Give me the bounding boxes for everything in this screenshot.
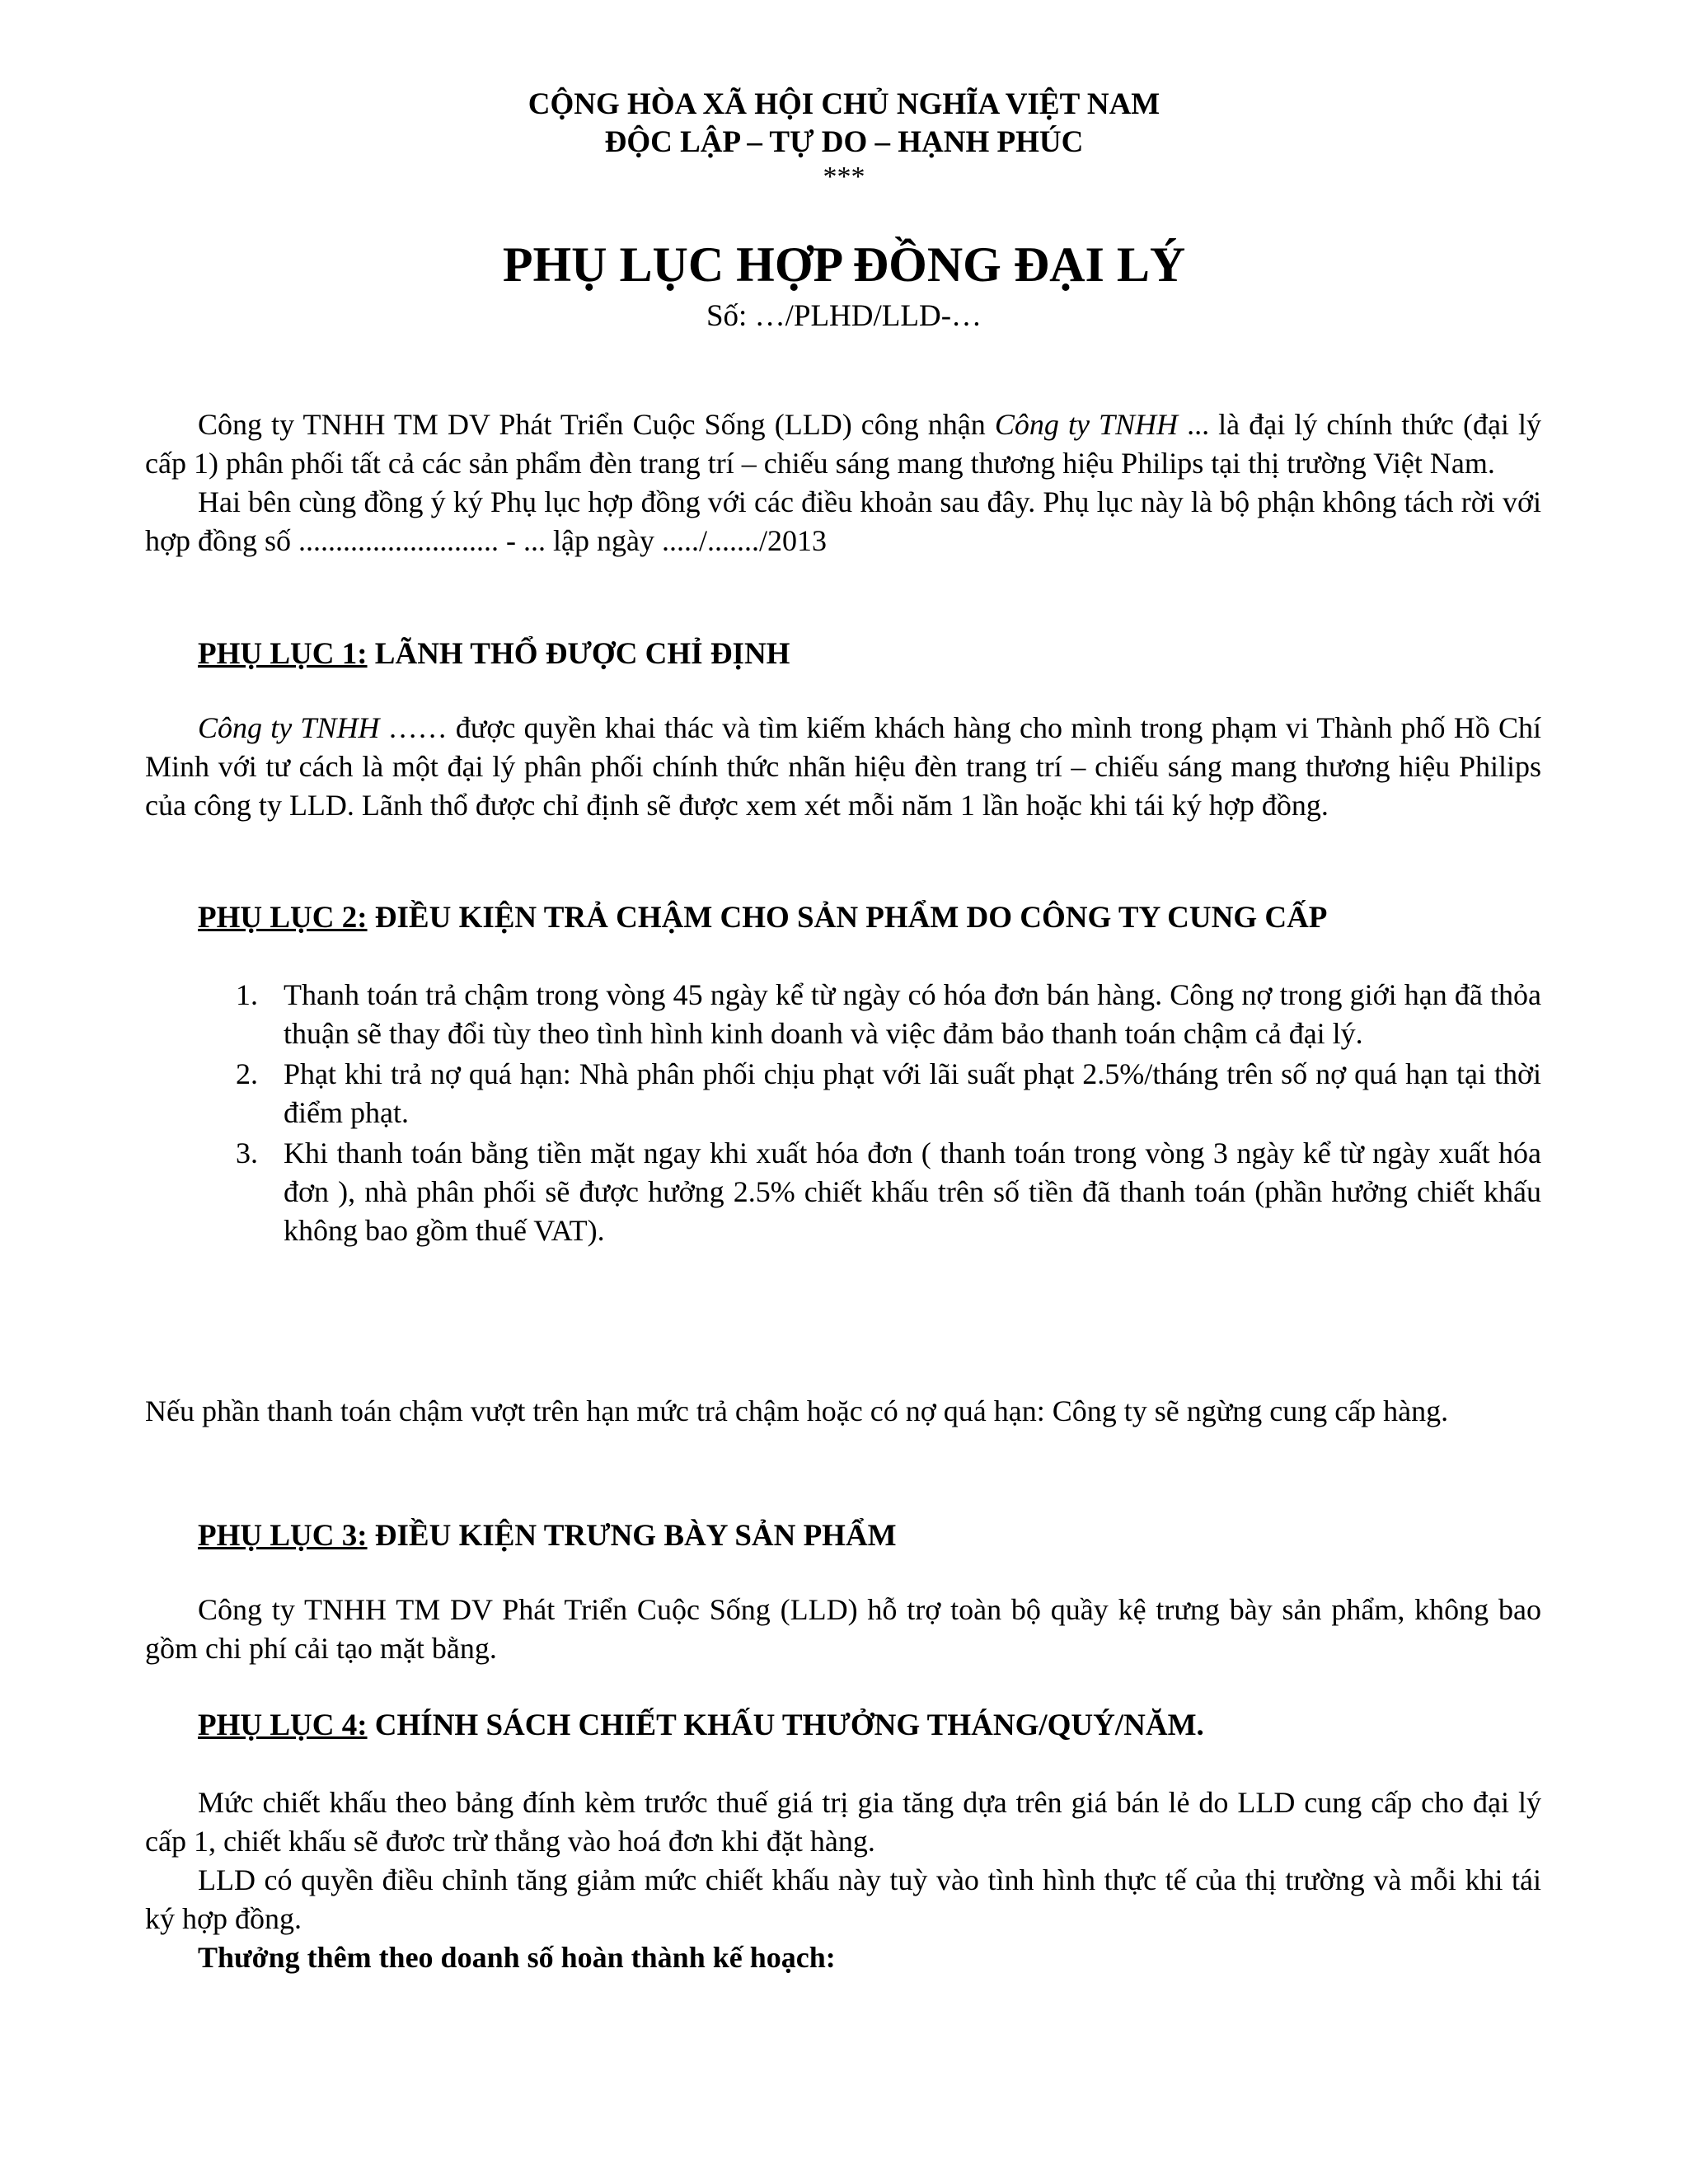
appendix-4-heading: PHỤ LỤC 4: CHÍNH SÁCH CHIẾT KHẤU THƯỞNG THÁNG/QUÝ/NĂM. <box>198 1708 1204 1742</box>
appendix-4-paragraph-2: LLD có quyền điều chỉnh tăng giảm mức chiết khấu này tuỳ vào tình hình thực tế của thị trường và mỗi khi tái ký hợp đồng. <box>145 1863 1541 1935</box>
document-title: PHỤ LỤC HỢP ĐỒNG ĐẠI LÝ <box>502 237 1186 292</box>
appendix-2-heading: PHỤ LỤC 2: ĐIỀU KIỆN TRẢ CHẬM CHO SẢN PHẨM DO CÔNG TY CUNG CẤP <box>198 901 1328 935</box>
appendix-4-body <box>145 1783 1541 1977</box>
list-item: 1. Thanh toán trả chậm trong vòng 45 ngày kể từ ngày có hóa đơn bán hàng. Công nợ trong giới hạn đã thỏa thuận sẽ thay đổi tùy theo tình hình kinh doanh và việc đảm bảo thanh toán chậm cả đại lý. <box>236 978 1541 1050</box>
appendix-1-paragraph: Công ty TNHH …… được quyền khai thác và tìm kiếm khách hàng cho mình trong phạm vi Thành phố Hồ Chí Minh với tư cách là một đại lý phân phối chính thức nhãn hiệu đèn trang trí – chiếu sáng mang thương hiệu Philips của công ty LLD. Lãnh thổ được chỉ định sẽ được xem xét mỗi năm 1 lần hoặc khi tái ký hợp đồng. <box>145 711 1541 822</box>
document-number: Số: …/PLHD/LLD-… <box>706 299 982 333</box>
intro-section <box>145 405 1541 560</box>
national-title: CỘNG HÒA XÃ HỘI CHỦ NGHĨA VIỆT NAM <box>528 87 1160 121</box>
intro-paragraph-1: Công ty TNHH TM DV Phát Triển Cuộc Sống (LLD) công nhận Công ty TNHH ... là đại lý chính thức (đại lý cấp 1) phân phối tất cả các sản phẩm đèn trang trí – chiếu sáng mang thương hiệu Philips tại thị trường Việt Nam. <box>145 408 1541 480</box>
appendix-1-body <box>145 709 1541 825</box>
intro-paragraph-2: Hai bên cùng đồng ý ký Phụ lục hợp đồng với các điều khoản sau đây. Phụ lục này là bộ phận không tách rời với hợp đồng số ........................... - ... lập ngày ...../......./2013 <box>145 485 1541 557</box>
list-item: 3. Khi thanh toán bằng tiền mặt ngay khi xuất hóa đơn ( thanh toán trong vòng 3 ngày kể từ ngày xuất hóa đơn ), nhà phân phối sẽ được hưởng 2.5% chiết khấu trên số tiền đã thanh toán (phần hưởng chiết khấu không bao gồm thuế VAT). <box>236 1137 1541 1247</box>
appendix-3-body <box>145 1591 1541 1668</box>
appendix-3-paragraph: Công ty TNHH TM DV Phát Triển Cuộc Sống (LLD) hỗ trợ toàn bộ quầy kệ trưng bày sản phẩm, không bao gồm chi phí cải tạo mặt bằng. <box>145 1593 1541 1665</box>
appendix-3-heading: PHỤ LỤC 3: ĐIỀU KIỆN TRƯNG BÀY SẢN PHẨM <box>198 1519 897 1553</box>
appendix-2-note-block <box>145 1390 1541 1432</box>
list-item: 2. Phạt khi trả nợ quá hạn: Nhà phân phối chịu phạt với lãi suất phạt 2.5%/tháng trên số nợ quá hạn tại thời điểm phạt. <box>236 1057 1541 1129</box>
national-motto: ĐỘC LẬP – TỰ DO – HẠNH PHÚC <box>604 125 1084 159</box>
appendix-4-paragraph-1: Mức chiết khấu theo bảng đính kèm trước thuế giá trị gia tăng dựa trên giá bán lẻ do LLD cung cấp cho đại lý cấp 1, chiết khấu sẽ đươc trừ thẳng vào hoá đơn khi đặt hàng. <box>145 1786 1541 1858</box>
header-stars: *** <box>823 162 865 192</box>
appendix-1-heading: PHỤ LỤC 1: LÃNH THỔ ĐƯỢC CHỈ ĐỊNH <box>198 637 790 671</box>
appendix-2-note: Nếu phần thanh toán chậm vượt trên hạn mức trả chậm hoặc có nợ quá hạn: Công ty sẽ ngừng cung cấp hàng. <box>145 1394 1449 1427</box>
appendix-2-list <box>236 976 1541 1252</box>
appendix-4-bonus-heading: Thưởng thêm theo doanh số hoàn thành kế hoạch: <box>198 1941 836 1974</box>
